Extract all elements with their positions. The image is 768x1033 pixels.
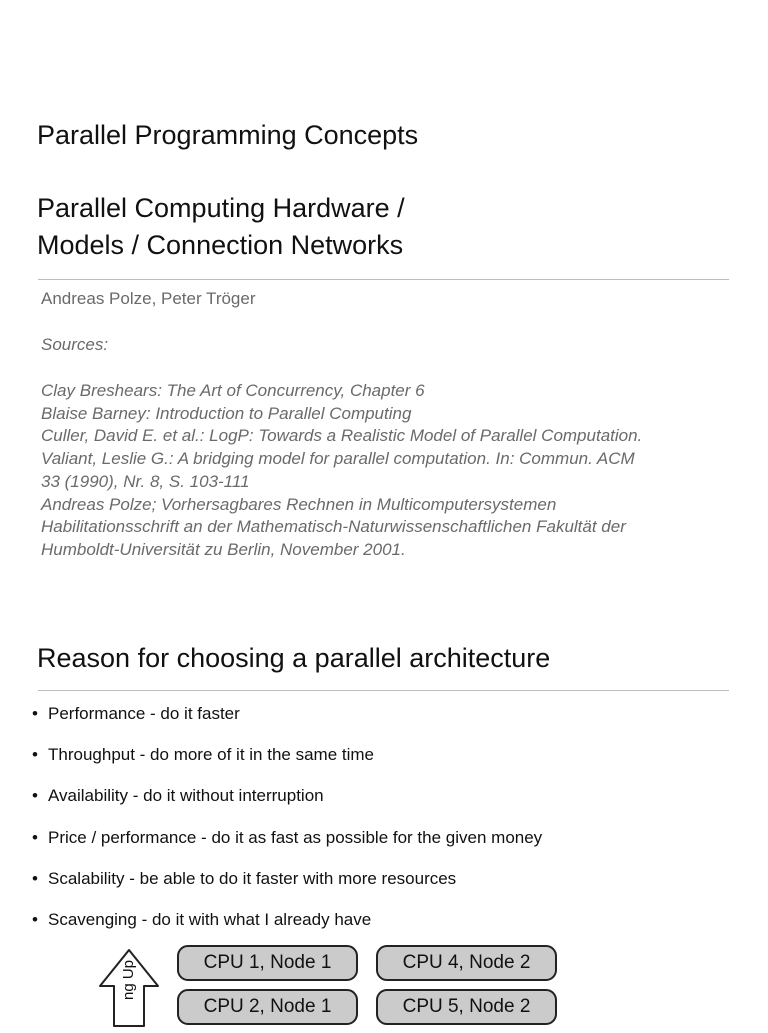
bullet-text: Performance - do it faster xyxy=(48,704,240,723)
reference-item: Habilitationsschrift an der Mathematisch-Naturwissenschaftlichen Fakultät der xyxy=(41,517,626,537)
bullet-text: Scavenging - do it with what I already have xyxy=(48,909,372,929)
subtitle-line: Parallel Computing Hardware / xyxy=(37,193,405,223)
bullet-list xyxy=(32,703,542,950)
bullet-item xyxy=(32,703,542,744)
section-divider xyxy=(38,690,729,691)
reference-list xyxy=(41,380,741,562)
reference-item: Culler, David E. et al.: LogP: Towards a Realistic Model of Parallel Computation. xyxy=(41,426,643,446)
bullet-icon: • xyxy=(32,786,38,806)
bullet-text: Scalability - be able to do it faster with more resources xyxy=(48,868,457,888)
section-title: Reason for choosing a parallel architecture xyxy=(37,643,551,673)
bullet-icon: • xyxy=(32,827,38,847)
slide-subtitle xyxy=(37,190,405,264)
title-divider xyxy=(38,279,729,280)
reference-item: 33 (1990), Nr. 8, S. 103-111 xyxy=(41,471,250,491)
reference-item: Clay Breshears: The Art of Concurrency, Chapter 6 xyxy=(41,381,425,400)
authors: Andreas Polze, Peter Tröger xyxy=(41,289,256,308)
bullet-item xyxy=(32,785,542,826)
bullet-icon: • xyxy=(32,704,38,723)
bullet-text: Price / performance - do it as fast as possible for the given money xyxy=(48,827,543,847)
bullet-icon: • xyxy=(32,868,38,888)
cpu-node-box: CPU 4, Node 2 xyxy=(376,945,557,981)
slide-title: Parallel Programming Concepts xyxy=(37,120,419,150)
bullet-icon: • xyxy=(32,745,38,765)
cpu-node-box: CPU 1, Node 1 xyxy=(177,945,358,981)
cpu-node-box: CPU 5, Node 2 xyxy=(376,989,557,1025)
bullet-item xyxy=(32,909,542,950)
reference-item: Blaise Barney: Introduction to Parallel Computing xyxy=(41,403,412,423)
reference-item: Humboldt-Universität zu Berlin, November 2001. xyxy=(41,539,406,559)
arrow-label: ng Up xyxy=(120,959,137,1000)
subtitle-line: Models / Connection Networks xyxy=(37,230,404,260)
bullet-item xyxy=(32,868,542,909)
reference-item: Valiant, Leslie G.: A bridging model for parallel computation. In: Commun. ACM xyxy=(41,449,635,469)
reference-item: Andreas Polze; Vorhersagbares Rechnen in Multicomputersystemen xyxy=(41,494,557,514)
bullet-text: Availability - do it without interruption xyxy=(48,786,324,806)
sources-label: Sources: xyxy=(41,335,109,354)
bullet-icon: • xyxy=(32,909,38,929)
bullet-text: Throughput - do more of it in the same time xyxy=(48,745,374,765)
cpu-node-box: CPU 2, Node 1 xyxy=(177,989,358,1025)
bullet-item xyxy=(32,744,542,785)
bullet-item xyxy=(32,827,542,868)
